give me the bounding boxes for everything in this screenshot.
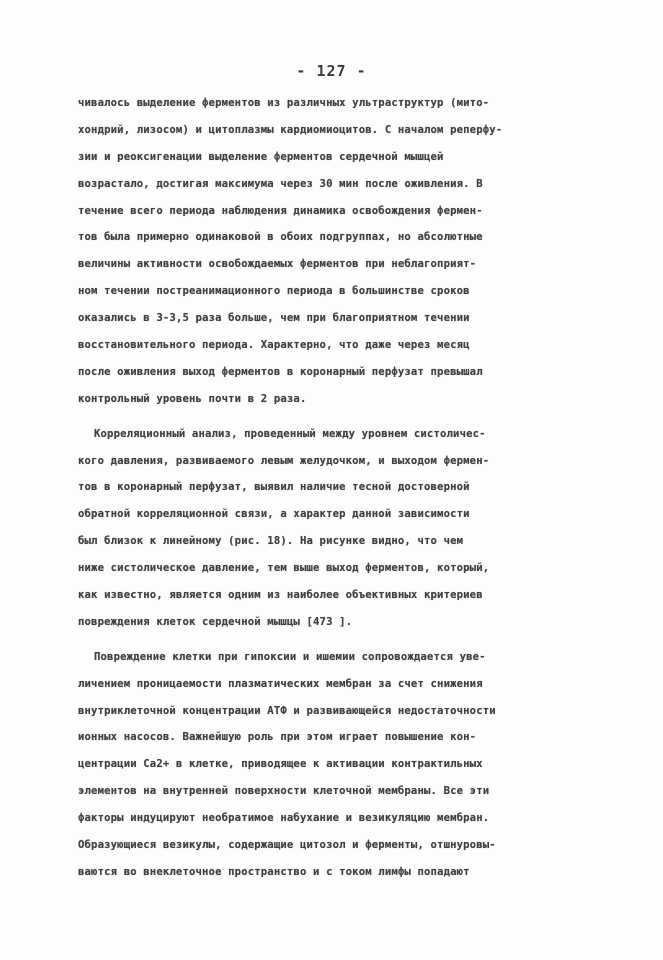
page-number: - 127 - bbox=[296, 62, 367, 80]
text-line: после оживления выход ферментов в коронарный перфузат превышал bbox=[78, 365, 483, 378]
text-line: хондрий, лизосом) и цитоплазмы кардиомиоцитов. С началом реперфу- bbox=[78, 123, 503, 136]
paragraph-spacer bbox=[78, 413, 598, 421]
text-line: повреждения клеток сердечной мышцы [473 ]. bbox=[78, 615, 353, 628]
text-line: течение всего периода наблюдения динамика освобождения фермен- bbox=[78, 204, 483, 217]
text-line: восстановительного периода. Характерно, что даже через месяц bbox=[78, 339, 470, 352]
text-line: ионных насосов. Важнейшую роль при этом играет повышение кон- bbox=[78, 731, 477, 744]
text-line: кого давления, развиваемого левым желудочком, и выходом фермен- bbox=[78, 454, 490, 467]
text-line: величины активности освобождаемых ферментов при неблагоприят- bbox=[78, 258, 477, 271]
text-line: ваются во внеклеточное пространство и с током лимфы попадают bbox=[78, 865, 470, 878]
text-line: обратной корреляционной связи, а характер данной зависимости bbox=[78, 508, 470, 521]
text-line: личением проницаемости плазматических мембран за счет снижения bbox=[78, 677, 483, 690]
text-line: внутриклеточной концентрации АТФ и развивающейся недостаточности bbox=[78, 704, 496, 717]
text-line: зии и реоксигенации выделение ферментов сердечной мышцей bbox=[78, 150, 444, 163]
text-line: центрации Ca2+ в клетке, приводящее к активации контрактильных bbox=[78, 758, 483, 771]
text-line: Корреляционный анализ, проведенный между уровнем систоличес- bbox=[94, 427, 486, 440]
document-body bbox=[78, 90, 598, 886]
paragraph-3 bbox=[78, 644, 598, 886]
text-line: как известно, является одним из наиболее объективных критериев bbox=[78, 589, 483, 602]
paragraph-1 bbox=[78, 90, 598, 413]
text-line: тов в коронарный перфузат, выявил наличие тесной достоверной bbox=[78, 481, 470, 494]
text-line: оказались в 3-3,5 раза больше, чем при благоприятном течении bbox=[78, 312, 470, 325]
paragraph-2 bbox=[78, 421, 598, 636]
text-line: был близок к линейному (рис. 18). На рисунке видно, что чем bbox=[78, 535, 464, 548]
text-line: контрольный уровень почти в 2 раза. bbox=[78, 392, 307, 405]
text-line: Повреждение клетки при гипоксии и ишемии сопровождается уве- bbox=[94, 650, 486, 663]
text-line: тов была примерно одинаковой в обоих подгруппах, но абсолютные bbox=[78, 231, 483, 244]
text-line: Образующиеся везикулы, содержащие цитозол и ферменты, отшнуровы- bbox=[78, 839, 496, 852]
text-line: возрастало, достигая максимума через 30 мин после оживления. В bbox=[78, 177, 483, 190]
text-line: элементов на внутренней поверхности клеточной мембраны. Все эти bbox=[78, 785, 490, 798]
text-line: чивалось выделение ферментов из различных ультраструктур (мито- bbox=[78, 97, 490, 109]
paragraph-spacer bbox=[78, 636, 598, 644]
text-line: ном течении постреанимационного периода в большинстве сроков bbox=[78, 285, 470, 298]
text-line: факторы индуцируют необратимое набухание и везикуляцию мембран. bbox=[78, 812, 490, 825]
text-line: ниже систолическое давление, тем выше выход ферментов, который, bbox=[78, 562, 490, 575]
